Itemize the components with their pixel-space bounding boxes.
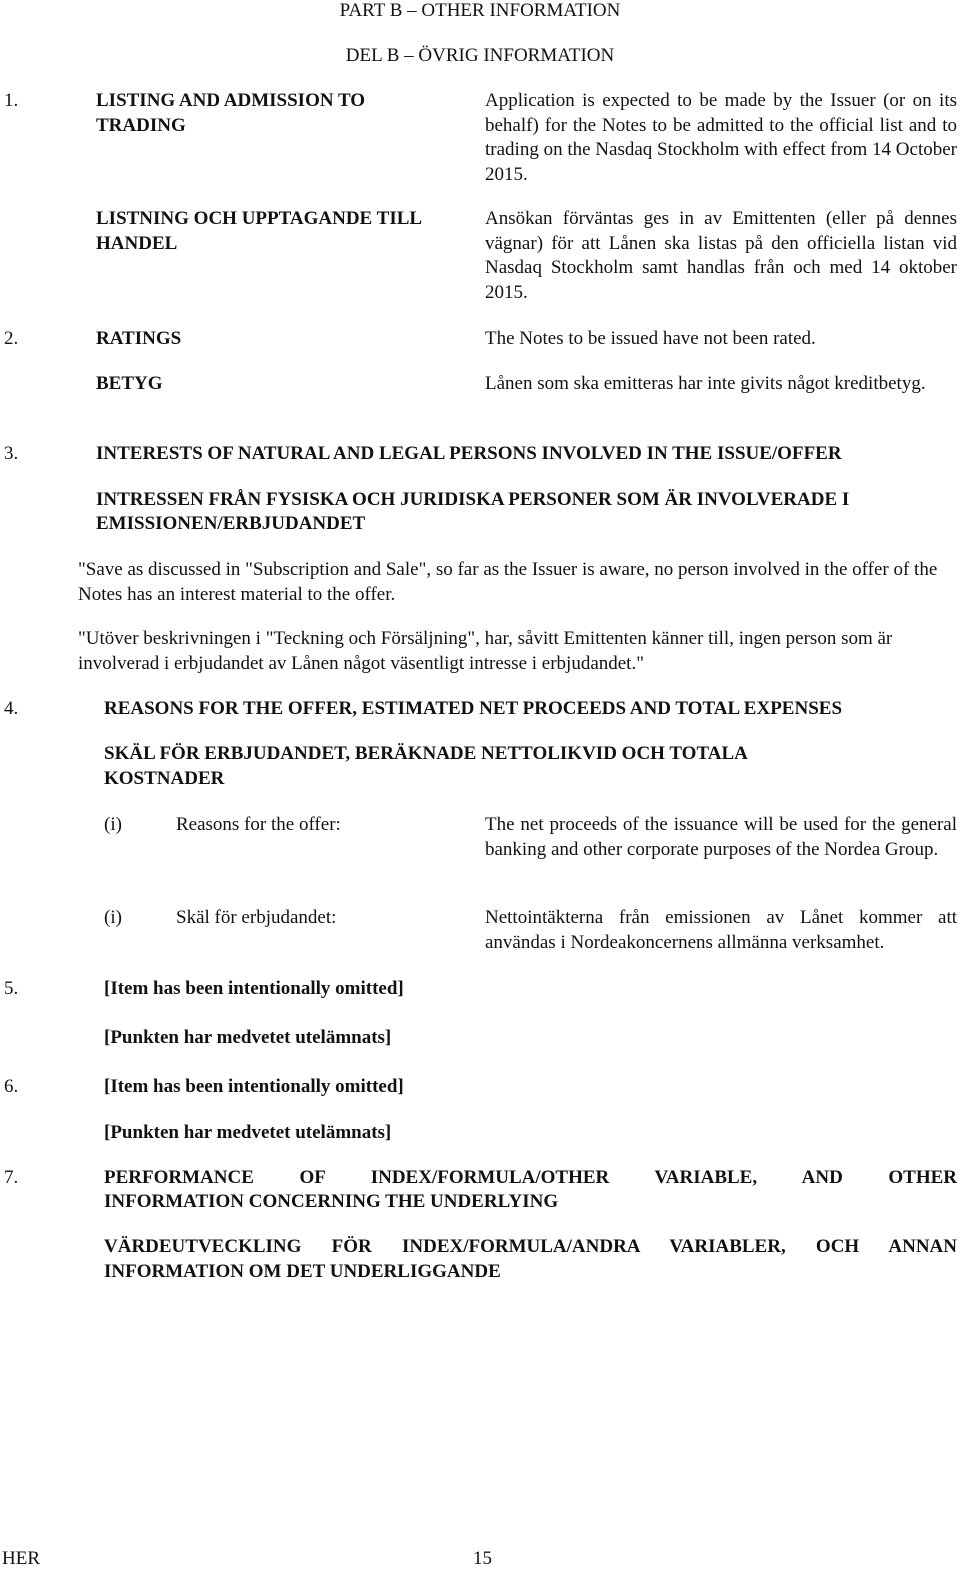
footer-label: HER	[2, 1548, 40, 1569]
item-number: (i)	[104, 814, 122, 835]
section-1-number: 1.	[4, 90, 19, 111]
section-1-text-en: Application is expected to be made by the Issuer (or on its behalf) for the Notes to be admitted to the official list and to trading on the Nasdaq Stockholm with effect from 14 October 2015.	[485, 90, 957, 185]
section-2-text-sv: Lånen som ska emitteras har inte givits något kreditbetyg.	[485, 373, 926, 394]
section-3-heading-en: INTERESTS OF NATURAL AND LEGAL PERSONS INVOLVED IN THE ISSUE/OFFER	[96, 443, 842, 464]
section-4-heading-sv-line-2: KOSTNADER	[104, 768, 225, 789]
page-title-en: PART B – OTHER INFORMATION	[339, 0, 621, 21]
section-4-heading-en: REASONS FOR THE OFFER, ESTIMATED NET PROCEEDS AND TOTAL EXPENSES	[104, 698, 843, 719]
section-7-heading-en-line-2: INFORMATION CONCERNING THE UNDERLYING	[104, 1191, 559, 1212]
section-5-number: 5.	[4, 978, 19, 999]
section-6-number: 6.	[4, 1076, 19, 1097]
section-7-heading-sv-line-2: INFORMATION OM DET UNDERLIGGANDE	[104, 1261, 501, 1282]
section-2-heading-en: RATINGS	[96, 328, 182, 349]
section-3-paragraph-en: "Save as discussed in "Subscription and Sale", so far as the Issuer is aware, no person involved in the offer of the Notes has an interest material to the offer.	[78, 559, 938, 605]
section-1-heading-sv: LISTNING OCH UPPTAGANDE TILL HANDEL	[96, 208, 422, 254]
section-1-heading-en: LISTING AND ADMISSION TO TRADING	[96, 90, 366, 136]
section-4-number: 4.	[4, 698, 19, 719]
section-2-text-en: The Notes to be issued have not been rated.	[485, 328, 816, 349]
section-2-number: 2.	[4, 328, 19, 349]
section-3-paragraph-sv: "Utöver beskrivningen i "Teckning och Försäljning", har, såvitt Emittenten känner till, ingen person som är involverad i erbjudandet av Lånen något väsentligt intresse i erbjudandet."	[78, 628, 893, 674]
item-value: Nettointäkterna från emissionen av Lånet kommer att användas i Nordeakoncernens allmänna verksamhet.	[485, 907, 957, 953]
item-label: Skäl för erbjudandet:	[176, 907, 337, 928]
page-number: 15	[473, 1548, 492, 1569]
section-4-heading-sv-line-1: SKÄL FÖR ERBJUDANDET, BERÄKNADE NETTOLIKVID OCH TOTALA	[104, 743, 748, 764]
section-1-text-sv: Ansökan förväntas ges in av Emittenten (eller på dennes vägnar) för att Lånen ska listas på den officiella listan vid Nasdaq Stockholm samt handlas från och med 14 oktober 2015.	[485, 208, 957, 303]
item-value: The net proceeds of the issuance will be used for the general banking and other corporate purposes of the Nordea Group.	[485, 814, 957, 860]
section-3-heading-sv-line-1: INTRESSEN FRÅN FYSISKA OCH JURIDISKA PERSONER SOM ÄR INVOLVERADE I	[96, 489, 850, 510]
section-6-text-en: [Item has been intentionally omitted]	[104, 1076, 404, 1097]
section-5-text-en: [Item has been intentionally omitted]	[104, 978, 404, 999]
section-2-heading-sv: BETYG	[96, 373, 163, 394]
item-label: Reasons for the offer:	[176, 814, 341, 835]
section-5-text-sv: [Punkten har medvetet utelämnats]	[104, 1027, 392, 1048]
section-7-number: 7.	[4, 1167, 19, 1188]
page-title-sv: DEL B – ÖVRIG INFORMATION	[345, 45, 615, 66]
item-number: (i)	[104, 907, 122, 928]
section-3-heading-sv-line-2: EMISSIONEN/ERBJUDANDET	[96, 513, 366, 534]
section-3-number: 3.	[4, 443, 19, 464]
section-6-text-sv: [Punkten har medvetet utelämnats]	[104, 1122, 392, 1143]
section-7-heading-sv-line-1: VÄRDEUTVECKLING FÖR INDEX/FORMULA/ANDRA VARIABLER, OCH ANNAN	[104, 1236, 957, 1257]
section-7-heading-en-line-1: PERFORMANCE OF INDEX/FORMULA/OTHER VARIABLE, AND OTHER	[104, 1167, 957, 1188]
